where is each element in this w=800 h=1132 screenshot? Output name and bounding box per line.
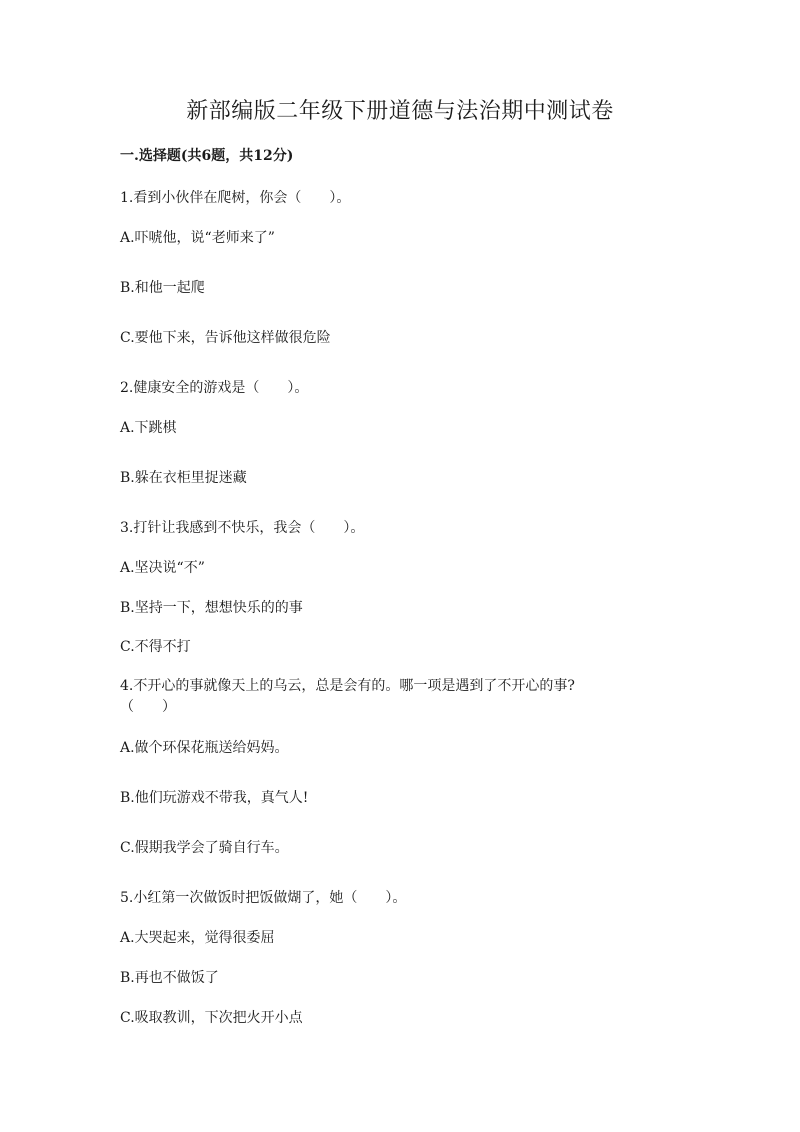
question-5-option-c: C.吸取教训，下次把火开小点	[120, 1010, 303, 1026]
question-5-stem: 5.小红第一次做饭时把饭做煳了，她（ ）。	[120, 890, 407, 906]
question-3-option-c: C.不得不打	[120, 639, 191, 655]
question-4-option-c: C.假期我学会了骑自行车。	[120, 840, 289, 856]
question-4-stem: 4.不开心的事就像天上的乌云，总是会有的。哪一项是遇到了不开心的事?	[120, 678, 575, 694]
question-2-option-b: B.躲在衣柜里捉迷藏	[120, 470, 247, 486]
question-3-option-b: B.坚持一下，想想快乐的的事	[120, 600, 303, 616]
question-1-option-b: B.和他一起爬	[120, 280, 205, 296]
question-4-stem-continuation: （ ）	[120, 699, 176, 715]
question-5-option-b: B.再也不做饭了	[120, 970, 219, 986]
question-3-option-a: A.坚决说“不”	[120, 560, 205, 576]
question-1-stem: 1.看到小伙伴在爬树，你会（ ）。	[120, 190, 351, 206]
question-1-option-c: C.要他下来，告诉他这样做很危险	[120, 330, 331, 346]
section-heading: 一.选择题(共6题，共12分)	[120, 148, 294, 164]
question-2-stem: 2.健康安全的游戏是（ ）。	[120, 380, 309, 396]
question-2-option-a: A.下跳棋	[120, 420, 177, 436]
question-4-option-a: A.做个环保花瓶送给妈妈。	[120, 740, 289, 756]
question-3-stem: 3.打针让我感到不快乐，我会（ ）。	[120, 520, 365, 536]
question-5-option-a: A.大哭起来，觉得很委屈	[120, 930, 275, 946]
question-4-option-b: B.他们玩游戏不带我，真气人!	[120, 790, 309, 806]
page-title: 新部编版二年级下册道德与法治期中测试卷	[186, 99, 614, 124]
question-1-option-a: A.吓唬他，说“老师来了”	[120, 230, 275, 246]
